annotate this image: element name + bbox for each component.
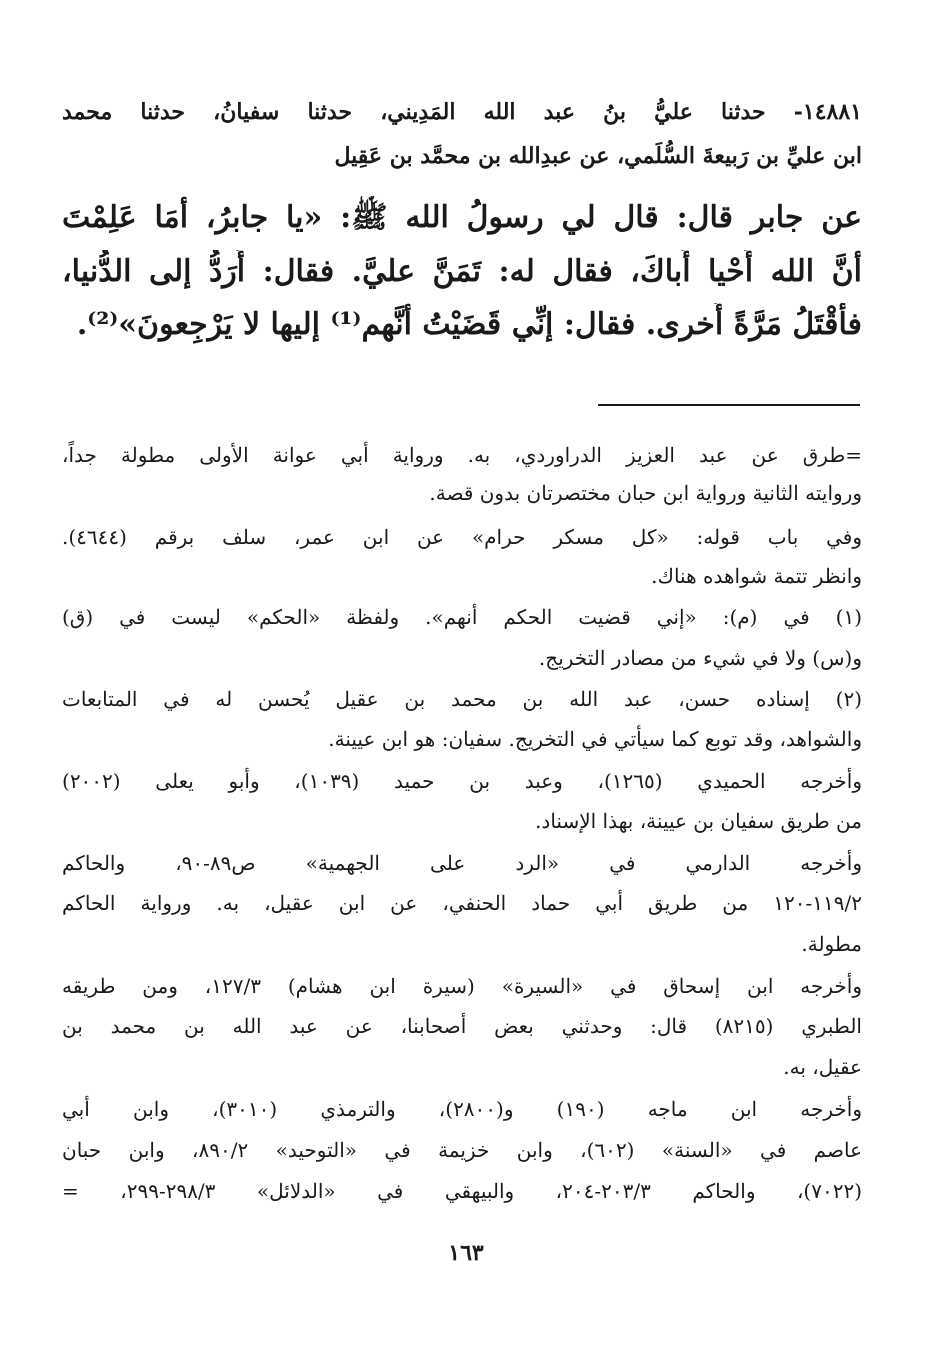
footnote-line: مطولة. — [801, 932, 862, 956]
footnote-line: وفي باب قوله: «كل مسكر حرام» عن ابن عمر، سلف برقم (٤٦٤٤). — [62, 525, 862, 549]
footnote-line: (١) في (م): «إني قضيت الحكم أنهم». ولفظة «الحكم» ليست في (ق) — [62, 605, 862, 629]
footnote-line: عاصم في «السنة» (٦٠٢)، وابن خزيمة في «التوحيد» ٨٩٠/٢، وابن حبان — [62, 1138, 862, 1162]
isnad-line: ابن عليِّ بن رَبيعةَ السُّلَمي، عن عبدِالله بن محمَّد بن عَقِيل — [334, 143, 862, 169]
footnote-line: عقيل، به. — [783, 1055, 862, 1079]
page-number: ١٦٣ — [448, 1240, 484, 1266]
footnote-line: وأخرجه الحميدي (١٢٦٥)، وعبد بن حميد (١٠٣٩)، وأبو يعلى (٢٠٠٢) — [62, 769, 862, 793]
footnote-line: وأخرجه ابن إسحاق في «السيرة» (سيرة ابن هشام) ١٢٧/٣، ومن طريقه — [62, 974, 862, 998]
footnote-line: (٧٠٢٢)، والحاكم ٢٠٣/٣-٢٠٤، والبيهقي في «الدلائل» ٢٩٨/٣-٢٩٩، = — [62, 1179, 862, 1203]
isnad-line: ١٤٨٨١- حدثنا عليُّ بنُ عبد الله المَدِيني، حدثنا سفيانُ، حدثنا محمد — [62, 99, 862, 125]
matn-line: عن جابر قال: قال لي رسولُ الله ﷺ: «يا جابرُ، أمَا عَلِمْتَ — [62, 200, 862, 235]
matn-line: أنَّ الله أَحْيا أَباكَ، فقال له: تَمَنَّ عليَّ. فقال: أُرَدُّ إلى الدُّنيا، — [62, 254, 862, 289]
footnote-line: وروايته الثانية ورواية ابن حبان مختصرتان بدون قصة. — [429, 481, 862, 505]
footnote-line: و(س) ولا في شيء من مصادر التخريج. — [538, 646, 862, 670]
footnote-line: من طريق سفيان بن عيينة، بهذا الإسناد. — [535, 809, 862, 833]
footnote-line: (٢) إسناده حسن، عبد الله بن محمد بن عقيل يُحسن له في المتابعات — [62, 687, 862, 711]
footnote-line: ١١٩/٢-١٢٠ من طريق أبي حماد الحنفي، عن ابن عقيل، به. ورواية الحاكم — [62, 891, 862, 915]
footnote-line: وأخرجه الدارمي في «الرد على الجهمية» ص٨٩-٩٠، والحاكم — [62, 851, 862, 875]
footnote-line: والشواهد، وقد توبع كما سيأتي في التخريج. سفيان: هو ابن عيينة. — [328, 727, 862, 751]
matn-line: فأُقْتَلُ مَرَّةً أُخرى. فقال: إنِّي قَضَيْتُ أنَّهم⁽¹⁾ إليها لا يَرْجِعونَ»⁽²⁾. — [76, 307, 862, 342]
footnote-line: وانظر تتمة شواهده هناك. — [651, 564, 862, 588]
footnote-line: وأخرجه ابن ماجه (١٩٠) و(٢٨٠٠)، والترمذي (٣٠١٠)، وابن أبي — [62, 1097, 862, 1121]
footnote-line: =طرق عن عبد العزيز الدراوردي، به. ورواية أبي عوانة الأولى مطولة جداً، — [62, 443, 862, 467]
footnote-line: الطبري (٨٢١٥) قال: وحدثني بعض أصحابنا، عن عبد الله بن محمد بن — [62, 1014, 862, 1038]
footnote-separator — [598, 404, 860, 406]
